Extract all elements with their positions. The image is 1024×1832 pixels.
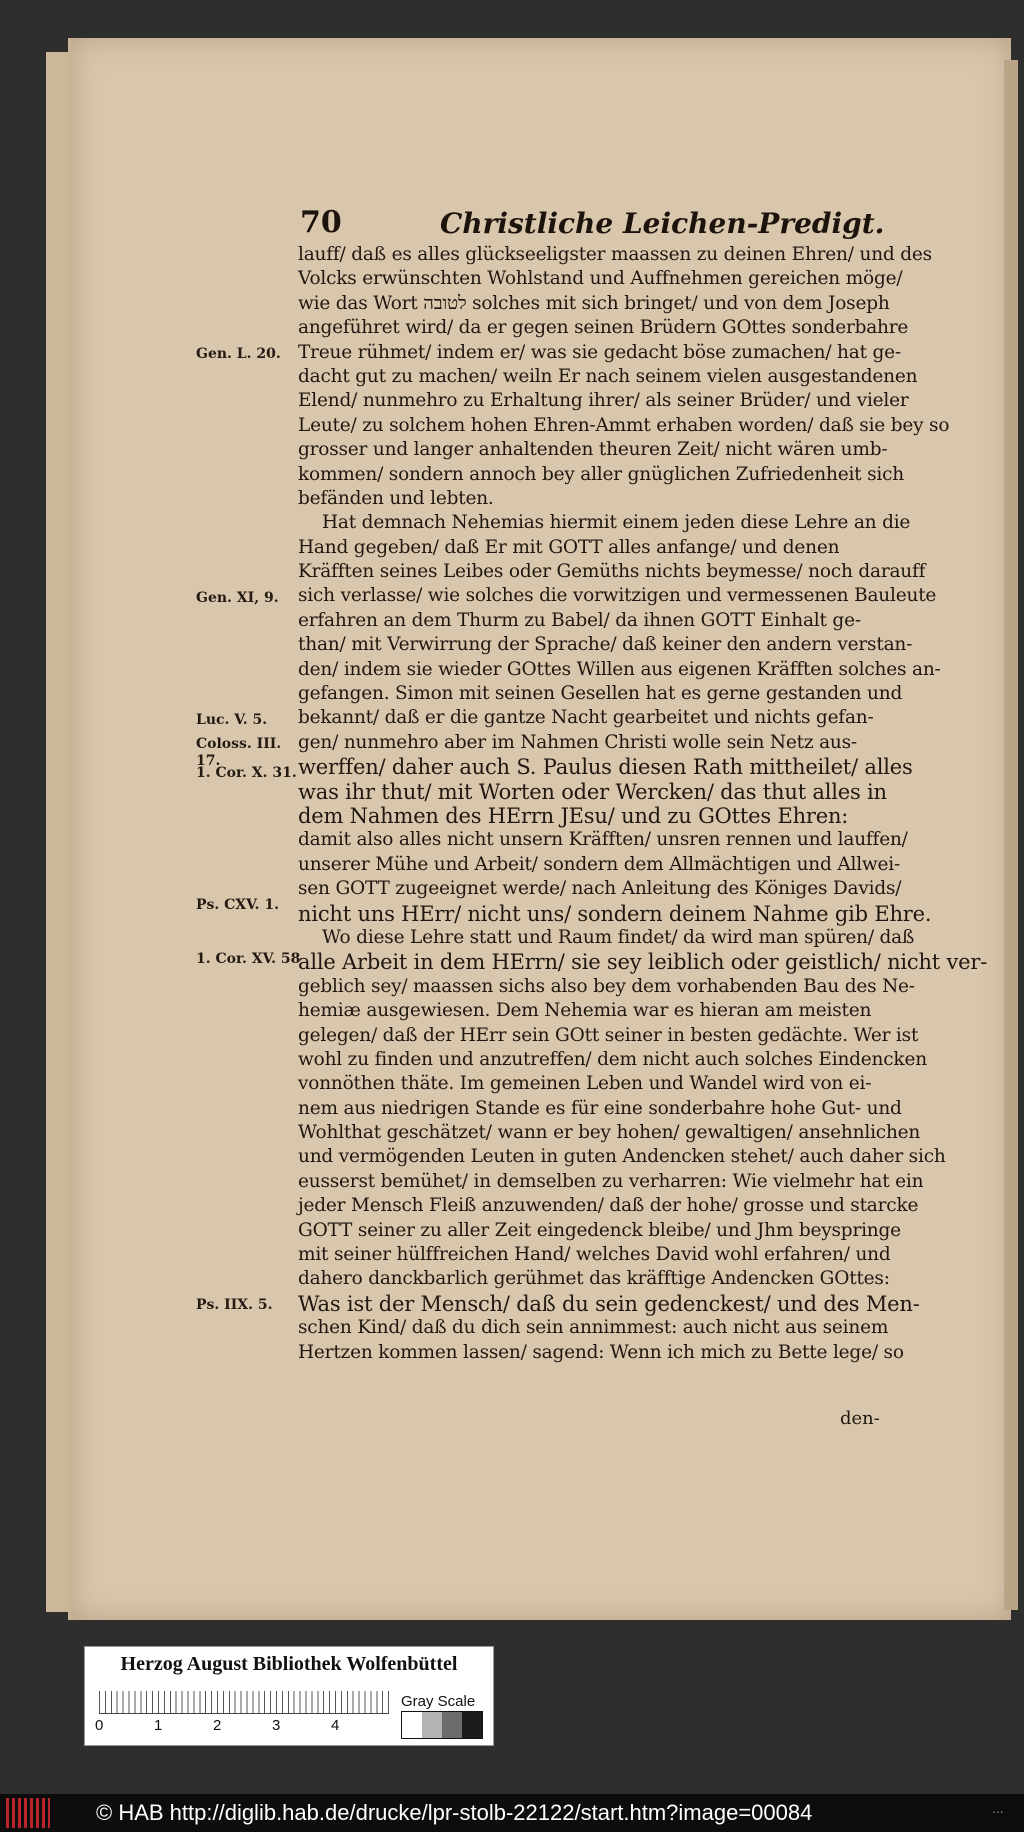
text-line: bekannt/ daß er die gantze Nacht gearbeitet und nichts gefan-: [298, 707, 874, 729]
ruler-number: 3: [272, 1717, 281, 1734]
more-dots-icon[interactable]: ...: [992, 1800, 1004, 1816]
text-line: angeführet wird/ da er gegen seinen Brüdern GOttes sonderbahre: [298, 317, 909, 339]
text-line: nem aus niedrigen Stande es für eine sonderbahre hohe Gut- und: [298, 1097, 902, 1119]
text-line: geblich sey/ maassen sichs also bey dem vorhabenden Bau des Ne-: [298, 975, 915, 997]
ruler-number: 1: [154, 1717, 163, 1734]
page-right-edge: [1004, 60, 1018, 1610]
text-line: schen Kind/ daß du dich sein annimmest: auch nicht aus seinem: [298, 1317, 889, 1339]
ruler-numbers: [95, 1717, 395, 1737]
running-title: Christliche Leichen-Predigt.: [440, 207, 885, 240]
text-line: lauff/ daß es alles glückseeligster maassen zu deinen Ehren/ und des: [298, 244, 932, 265]
margin-note: Luc. V. 5.: [196, 711, 268, 728]
text-line: gelegen/ daß der HErr sein GOtt seiner in besten gedächte. Wer ist: [298, 1024, 919, 1046]
margin-note: Gen. L. 20.: [196, 345, 281, 362]
margin-note: 17.: [196, 753, 221, 770]
margin-note: Gen. XI, 9.: [196, 589, 279, 606]
gray-swatch: [422, 1712, 442, 1738]
ruler-scale: [99, 1691, 389, 1714]
text-line: damit also alles nicht unsern Kräfften/ unsren rennen und lauffen/: [298, 829, 908, 851]
gray-swatch: [402, 1712, 422, 1738]
text-line: sen GOTT zugeeignet werde/ nach Anleitung des Königes Davids/: [298, 878, 902, 900]
gray-swatch: [462, 1712, 482, 1738]
text-line: Volcks erwünschten Wohlstand und Auffnehmen gereichen möge/: [298, 268, 903, 290]
grayscale-swatches: [401, 1711, 483, 1739]
footer-bar: [0, 1794, 1024, 1832]
catchword: den-: [840, 1408, 880, 1429]
text-line: Leute/ zu solchem hohen Ehren-Ammt erhaben worden/ daß sie bey so: [298, 414, 950, 436]
library-name: Herzog August Bibliothek Wolfenbüttel: [120, 1653, 458, 1675]
text-line: dahero danckbarlich gerühmet das kräfftige Andencken GOttes:: [298, 1268, 890, 1290]
text-line: Wo diese Lehre statt und Raum findet/ da wird man spüren/ daß: [322, 926, 915, 948]
text-line: kommen/ sondern annoch bey aller gnüglichen Zufriedenheit sich: [298, 463, 904, 485]
text-line: GOTT seiner zu aller Zeit eingedenck bleibe/ und Jhm beyspringe: [298, 1219, 901, 1241]
color-calibration-bar: [84, 1646, 494, 1746]
text-line: Was ist der Mensch/ daß du sein gedenckest/ und des Men-: [298, 1291, 920, 1316]
text-line: dem Nahmen des HErrn JEsu/ und zu GOttes Ehren:: [298, 803, 849, 828]
grayscale-label: Gray Scale: [401, 1693, 476, 1710]
text-line: jeder Mensch Fleiß anzuwenden/ daß der hohe/ grosse und starcke: [298, 1195, 919, 1217]
text-line: Hertzen kommen lassen/ sagend: Wenn ich mich zu Bette lege/ so: [298, 1341, 904, 1363]
text-line: Treue rühmet/ indem er/ was sie gedacht böse zumachen/ hat ge-: [298, 341, 901, 363]
margin-note: Ps. IIX. 5.: [196, 1297, 273, 1314]
text-line: was ihr thut/ mit Worten oder Wercken/ das thut alles in: [298, 779, 887, 804]
text-line: dacht gut zu machen/ weiln Er nach seinem vielen ausgestandenen: [298, 365, 918, 387]
ruler-number: 4: [331, 1717, 340, 1734]
text-line: wie das Wort לטובה solches mit sich bringet/ und von dem Joseph: [298, 292, 890, 314]
gray-swatch: [442, 1712, 462, 1738]
text-line: mit seiner hülffreichen Hand/ welches David wohl erfahren/ und: [298, 1244, 891, 1266]
text-line: than/ mit Verwirrung der Sprache/ daß keiner den andern verstan-: [298, 634, 913, 656]
text-line: den/ indem sie wieder GOttes Willen aus eigenen Kräfften solches an-: [298, 658, 941, 680]
text-line: gen/ nunmehro aber im Nahmen Christi wolle sein Netz aus-: [298, 731, 857, 753]
text-line: unserer Mühe und Arbeit/ sondern dem Allmächtigen und Allwei-: [298, 853, 901, 875]
text-line: Kräfften seines Leibes oder Gemüths nichts beymesse/ noch darauff: [298, 561, 926, 583]
text-line: nicht uns HErr/ nicht uns/ sondern deinem Nahme gib Ehre.: [298, 901, 932, 926]
ruler-number: 2: [213, 1717, 222, 1734]
text-line: Hand gegeben/ daß Er mit GOTT alles anfange/ und denen: [298, 536, 840, 558]
text-line: hemiæ ausgewiesen. Dem Nehemia war es hieran am meisten: [298, 1000, 872, 1022]
text-line: werffen/ daher auch S. Paulus diesen Rath mittheilet/ alles: [298, 755, 913, 780]
text-line: eusserst bemühet/ in demselben zu verharren: Wie vielmehr hat ein: [298, 1170, 924, 1192]
text-line: wohl zu finden und anzutreffen/ dem nicht auch solches Eindencken: [298, 1048, 927, 1070]
text-line: Elend/ nunmehro zu Erhaltung ihrer/ als seiner Brüder/ und vieler: [298, 390, 909, 412]
text-line: grosser und langer anhaltenden theuren Zeit/ nicht wären umb-: [298, 439, 888, 461]
ruler-number: 0: [95, 1717, 104, 1734]
text-line: Hat demnach Nehemias hiermit einem jeden diese Lehre an die: [322, 512, 911, 534]
text-line: befänden und lebten.: [298, 487, 494, 509]
text-line: erfahren an dem Thurm zu Babel/ da ihnen GOTT Einhalt ge-: [298, 609, 861, 631]
text-line: gefangen. Simon mit seinen Gesellen hat es gerne gestanden und: [298, 683, 903, 705]
text-line: vonnöthen thäte. Im gemeinen Leben und Wandel wird von ei-: [298, 1073, 872, 1095]
margin-note: 1. Cor. X. 31.: [196, 765, 297, 782]
page-number: 70: [300, 205, 342, 240]
text-line: Wohlthat geschätzet/ wann er bey hohen/ gewaltigen/ ansehnlichen: [298, 1122, 921, 1144]
text-line: sich verlasse/ wie solches die vorwitzigen und vermessenen Bauleute: [298, 585, 937, 607]
page-header: [300, 205, 900, 245]
text-line: alle Arbeit in dem HErrn/ sie sey leiblich oder geistlich/ nicht ver-: [298, 950, 988, 975]
text-line: und vermögenden Leuten in guten Andencken stehet/ auch daher sich: [298, 1146, 946, 1168]
margin-note: Ps. CXV. 1.: [196, 897, 279, 914]
footer-url[interactable]: © HAB http://diglib.hab.de/drucke/lpr-stolb-22122/start.htm?image=00084: [96, 1800, 813, 1825]
body-text: [298, 243, 988, 1365]
margin-note: 1. Cor. XV. 58: [196, 950, 301, 967]
hab-logo-icon: [6, 1798, 50, 1828]
margin-note: Coloss. III.: [196, 736, 282, 752]
